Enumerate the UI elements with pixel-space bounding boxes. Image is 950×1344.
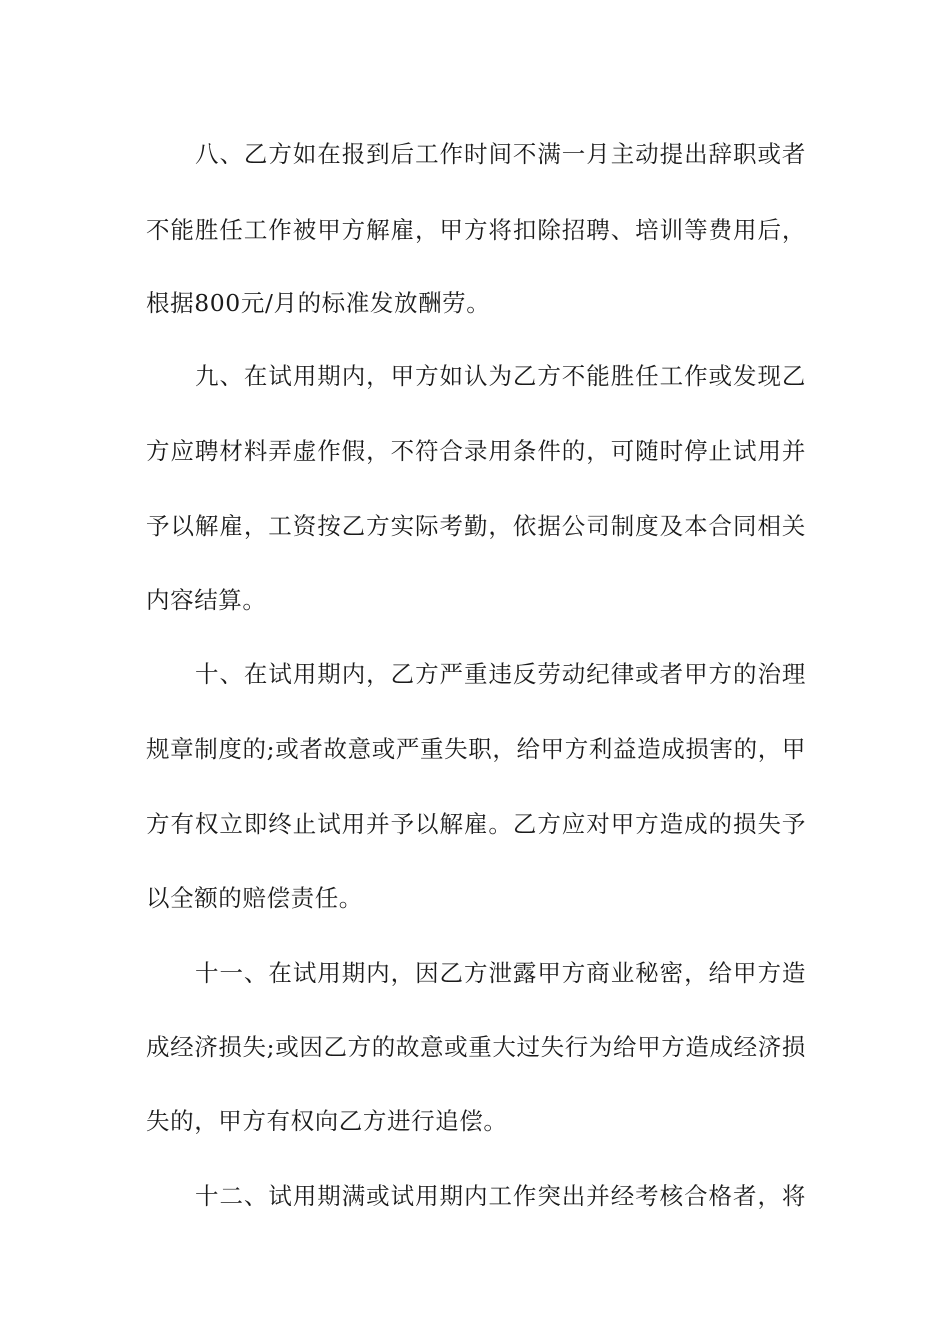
clause-9-line-3: 予以解雇，工资按乙方实际考勤，依据公司制度及本合同相关 <box>146 512 806 540</box>
clause-9-line-4: 内容结算。 <box>146 586 267 614</box>
clause-10-line-2: 规章制度的;或者故意或严重失职，给甲方利益造成损害的，甲 <box>146 735 806 763</box>
clause-8-line-2: 不能胜任工作被甲方解雇，甲方将扣除招聘、培训等费用后， <box>146 216 806 244</box>
clause-9-line-1: 九、在试用期内，甲方如认为乙方不能胜任工作或发现乙 <box>195 362 806 390</box>
clause-10-line-1: 十、在试用期内，乙方严重违反劳动纪律或者甲方的治理 <box>195 660 806 688</box>
clause-10-line-3: 方有权立即终止试用并予以解雇。乙方应对甲方造成的损失予 <box>146 810 806 838</box>
clause-8-line-1: 八、乙方如在报到后工作时间不满一月主动提出辞职或者 <box>195 140 806 168</box>
clause-10-line-4: 以全额的赔偿责任。 <box>146 884 363 912</box>
clause-11-line-2: 成经济损失;或因乙方的故意或重大过失行为给甲方造成经济损 <box>146 1033 806 1061</box>
clause-9-line-2: 方应聘材料弄虚作假，不符合录用条件的，可随时停止试用并 <box>146 437 806 465</box>
clause-11-line-1: 十一、在试用期内，因乙方泄露甲方商业秘密，给甲方造 <box>195 959 806 987</box>
clause-11-line-3: 失的，甲方有权向乙方进行追偿。 <box>146 1107 508 1135</box>
clause-8-line-3: 根据800元/月的标准发放酬劳。 <box>146 289 491 317</box>
clause-12-line-1: 十二、试用期满或试用期内工作突出并经考核合格者，将 <box>195 1182 806 1210</box>
